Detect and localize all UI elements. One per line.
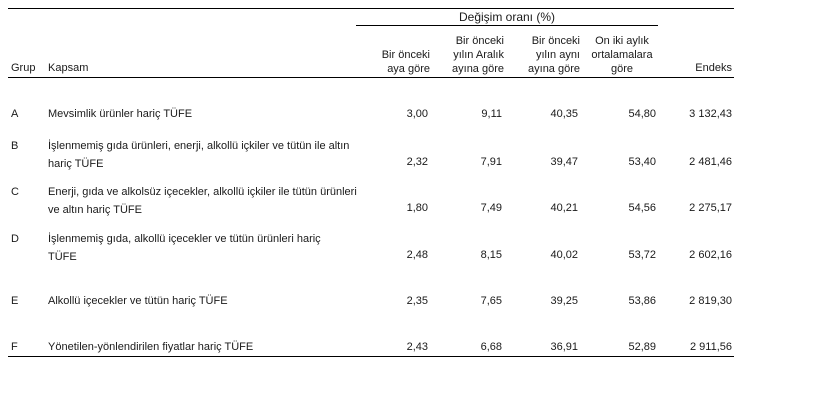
column-header-ayni-line3: ayına göre	[528, 63, 580, 75]
row-c-aya: 1,80	[406, 202, 428, 214]
row-e-grup: E	[11, 295, 19, 307]
row-a-ortalama: 54,80	[628, 108, 656, 120]
column-header-aya-line1: Bir önceki	[381, 49, 430, 61]
row-a-kapsam: Mevsimlik ürünler hariç TÜFE	[48, 108, 193, 120]
column-header-aya-line2: aya göre	[387, 63, 430, 75]
row-b-ayni: 39,47	[550, 156, 578, 168]
row-a-grup: A	[11, 108, 19, 120]
row-c-kapsam: Enerji, gıda ve alkolsüz içecekler, alkollü içkiler ile tütün ürünleri ve altın hariç TÜFE	[48, 186, 357, 216]
table-bottom-rule	[8, 356, 734, 357]
row-b-aralik: 7,91	[480, 156, 502, 168]
row-d-ortalama: 53,72	[628, 249, 656, 261]
column-header-ortalama-line3: göre	[610, 63, 634, 75]
row-b-kapsam: İşlenmemiş gıda ürünleri, enerji, alkollü içkiler ve tütün ile altın hariç TÜFE	[48, 140, 350, 170]
column-header-ayni-line2: yılın aynı	[535, 49, 580, 61]
column-header-kapsam: Kapsam	[48, 62, 89, 74]
row-c-endeks: 2 275,17	[689, 202, 732, 214]
column-header-aralik-line2: yılın Aralık	[453, 49, 504, 61]
row-c-ortalama: 54,56	[628, 202, 656, 214]
row-a-ayni: 40,35	[550, 108, 578, 120]
row-c-grup: C	[11, 186, 19, 198]
table-top-rule	[8, 8, 734, 9]
row-b-ortalama: 53,40	[628, 156, 656, 168]
row-d-endeks: 2 602,16	[689, 249, 732, 261]
row-b-grup: B	[11, 140, 19, 152]
column-header-aralik-line1: Bir önceki	[455, 35, 504, 47]
row-f-aralik: 6,68	[480, 341, 502, 353]
row-a-aralik: 9,11	[481, 108, 502, 120]
row-b-endeks: 2 481,46	[689, 156, 732, 168]
group-header-rule	[356, 25, 658, 26]
row-e-ortalama: 53,86	[628, 295, 656, 307]
column-header-ayni	[512, 34, 580, 76]
row-d-aralik: 8,15	[480, 249, 502, 261]
row-d-aya: 2,48	[406, 249, 428, 261]
row-b-aya: 2,32	[406, 156, 428, 168]
column-header-endeks: Endeks	[695, 62, 732, 74]
column-header-ortalama-line2: ortalamalara	[591, 49, 653, 61]
row-d-grup: D	[11, 233, 19, 245]
group-header-text: Değişim oranı (%)	[458, 10, 556, 24]
row-f-endeks: 2 911,56	[689, 341, 732, 353]
group-header-label	[356, 10, 658, 24]
column-header-ortalama-line1: On iki aylık	[595, 35, 649, 47]
row-e-aralik: 7,65	[480, 295, 502, 307]
row-d-ayni: 40,02	[550, 249, 578, 261]
row-f-ortalama: 52,89	[628, 341, 656, 353]
row-c-ayni: 40,21	[550, 202, 578, 214]
row-f-grup: F	[11, 341, 18, 353]
column-header-aya	[362, 48, 430, 76]
row-d-kapsam: İşlenmemiş gıda, alkollü içecekler ve tütün ürünleri hariç TÜFE	[48, 233, 321, 263]
row-e-kapsam: Alkollü içecekler ve tütün hariç TÜFE	[48, 295, 228, 307]
row-e-aya: 2,35	[406, 295, 428, 307]
column-header-ortalama	[584, 34, 660, 76]
row-f-kapsam: Yönetilen-yönlendirilen fiyatlar hariç TÜFE	[48, 341, 254, 353]
row-e-endeks: 2 819,30	[689, 295, 732, 307]
column-header-ayni-line1: Bir önceki	[531, 35, 580, 47]
row-a-aya: 3,00	[406, 108, 428, 120]
column-header-aralik	[436, 34, 504, 76]
column-header-aralik-line3: ayına göre	[452, 63, 504, 75]
column-header-grup: Grup	[11, 62, 36, 74]
row-c-aralik: 7,49	[480, 202, 502, 214]
row-e-ayni: 39,25	[550, 295, 578, 307]
row-f-ayni: 36,91	[550, 341, 578, 353]
row-f-aya: 2,43	[406, 341, 428, 353]
header-bottom-rule	[8, 77, 734, 78]
row-a-endeks: 3 132,43	[689, 108, 732, 120]
